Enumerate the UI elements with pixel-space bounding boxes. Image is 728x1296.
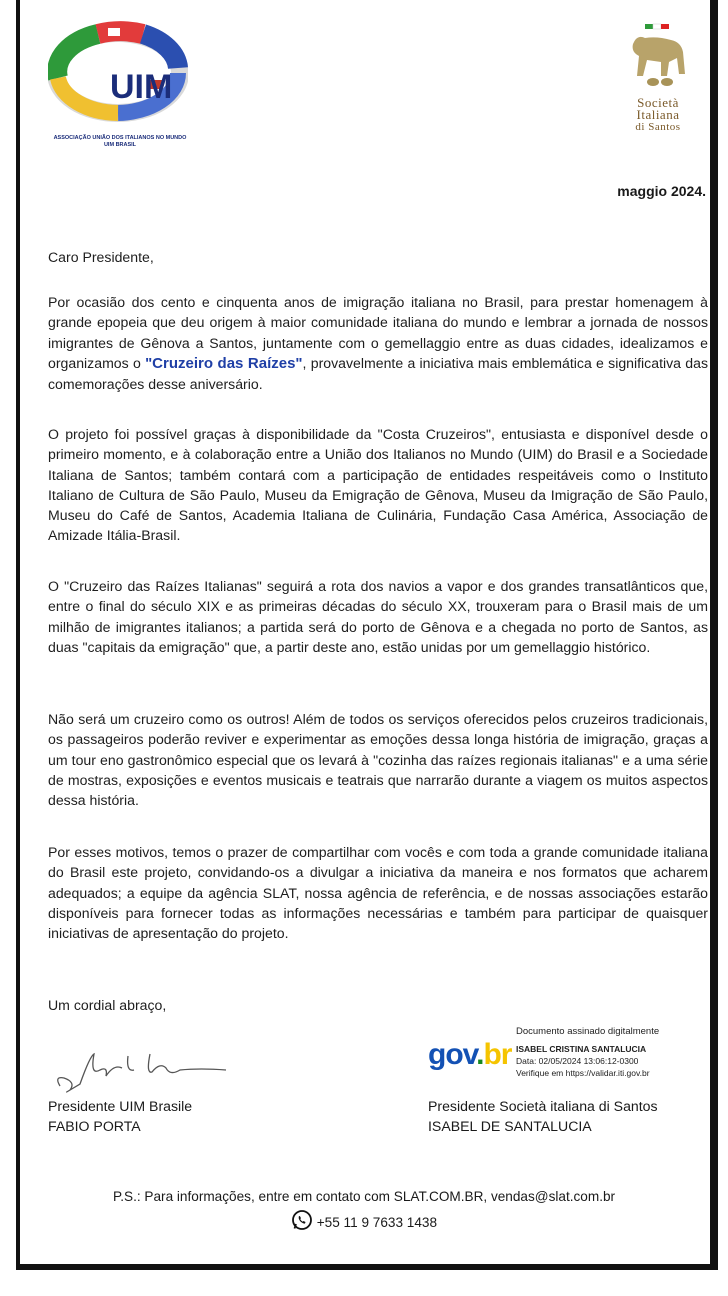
uim-caption xyxy=(50,135,190,149)
paragraph-3 xyxy=(48,576,708,657)
sis-logo xyxy=(612,22,704,152)
sis-line3: di Santos xyxy=(635,121,681,133)
signature-right xyxy=(428,1096,658,1137)
signature-left-name: FABIO PORTA xyxy=(48,1118,141,1135)
govbr-logo-br: br xyxy=(483,1038,512,1071)
whatsapp-icon xyxy=(291,1209,313,1237)
govbr-logo-dot: . xyxy=(476,1038,484,1071)
handwritten-signature-icon xyxy=(50,1046,240,1098)
uim-caption-line2: UIM BRASIL xyxy=(103,142,137,148)
she-wolf-icon xyxy=(623,22,693,92)
paragraph-2 xyxy=(48,424,708,546)
salutation: Caro Presidente, xyxy=(48,249,154,265)
paragraph-3-text: O "Cruzeiro das Raízes Italianas" seguirá a rota dos navios a vapor e dos grandes transatlânticos que, entre o final do século XIX e as primeiras décadas do século XX, trouxeram para o Brasil mais de um milhão de imigrantes italianos; a partida será do porto de Gênova e a chegada no porto de Santos, as duas "capitais da emigração" que, a partir deste ano, estão unidas por um gemellaggio histórico. xyxy=(48,578,708,655)
paragraph-1-before: Por ocasião dos cento e cinquenta anos de imigração italiana no Brasil, para prestar homenagem à grande epopeia que deu origem à maior comunidade italiana do mundo e lembrar a jornada de nossos imigrantes de Gênova a Santos, juntamente com o gemellaggio entre as duas cidades, idealizamos e organizamos o xyxy=(48,294,708,371)
uim-logo xyxy=(48,18,188,148)
postscript-line: P.S.: Para informações, entre em contato com SLAT.COM.BR, vendas@slat.com.br xyxy=(112,1189,616,1204)
govbr-logo-gov: gov xyxy=(428,1038,477,1071)
paragraph-4 xyxy=(48,709,708,810)
cruise-name-highlight: "Cruzeiro das Raízes" xyxy=(145,354,303,372)
sis-line2: Italiana xyxy=(636,107,680,122)
govbr-text xyxy=(516,1026,659,1079)
signature-right-role: Presidente Società italiana di Santos xyxy=(428,1098,658,1114)
paragraph-4-text: Não será um cruzeiro como os outros! Além de todos os serviços oferecidos pelos cruzeiros tradicionais, os passageiros poderão reviver e experimentar as emoções dessa longa história de imigração, graças a um tour eno gastronômico especial que os levará à "cozinha das raízes regionais italianas" e a uma série de mostras, exposições e eventos musicais e teatrais que narrarão durante a viagem os muitos aspectos dessa história. xyxy=(48,711,708,809)
paragraph-1 xyxy=(48,292,708,394)
govbr-line4: Verifique em https://validar.iti.gov.br xyxy=(516,1068,650,1078)
uim-caption-line1: ASSOCIAÇÃO UNIÃO DOS ITALIANOS NO MUNDO xyxy=(53,135,187,141)
postscript-phone-row xyxy=(0,1209,728,1237)
govbr-signature-block xyxy=(428,1024,718,1094)
paragraph-2-text: O projeto foi possível graças à disponibilidade da "Costa Cruzeiros", entusiasta e disponível desde o primeiro momento, e à colaboração entre a União dos Italianos no Mundo (UIM) do Brasil e a Sociedade Italiana de Santos; também contará com a participação de entidades respeitáveis como o Instituto Italiano de Cultura de São Paulo, Museu da Emigração de Gênova, Museu da Imigração de São Paulo, Museu do Café de Santos, Academia Italiana de Culinária, Fundação Casa América, Associação de Amizade Itália-Brasil. xyxy=(48,426,708,544)
sis-line1: Società xyxy=(637,95,679,110)
paragraph-5-text: Por esses motivos, temos o prazer de compartilhar com vocês e com toda a grande comunidade italiana do Brasil este projeto, convidando-os a divulgar a iniciativa da maneira e nos formatos que acharem adequados; a equipe da agência SLAT, nossa agência de referência, e de nossas associações estarão disponíveis para fornecer todas as informações necessárias e também para participar de quaisquer iniciativas de apresentação do projeto. xyxy=(48,844,708,942)
postscript xyxy=(0,1187,728,1237)
signature-right-name: ISABEL DE SANTALUCIA xyxy=(428,1118,592,1135)
letter-date: maggio 2024. xyxy=(617,183,706,199)
signature-left-role: Presidente UIM Brasile xyxy=(48,1098,193,1114)
signature-left xyxy=(48,1096,192,1137)
govbr-logo xyxy=(428,1038,511,1072)
postscript-phone[interactable]: +55 11 9 7633 1438 xyxy=(316,1215,438,1230)
closing: Um cordial abraço, xyxy=(48,997,167,1013)
govbr-line3: Data: 02/05/2024 13:06:12-0300 xyxy=(516,1056,639,1066)
paragraph-5 xyxy=(48,842,708,943)
uim-logo-text: UIM xyxy=(110,68,173,106)
govbr-line2: ISABEL CRISTINA SANTALUCIA xyxy=(516,1044,647,1054)
paragraph-1-after: , provavelmente a iniciativa mais emblemática e significativa das comemorações desse aniversário. xyxy=(48,354,708,393)
uim-ring-icon xyxy=(48,18,188,138)
govbr-line1: Documento assinado digitalmente xyxy=(516,1026,660,1037)
